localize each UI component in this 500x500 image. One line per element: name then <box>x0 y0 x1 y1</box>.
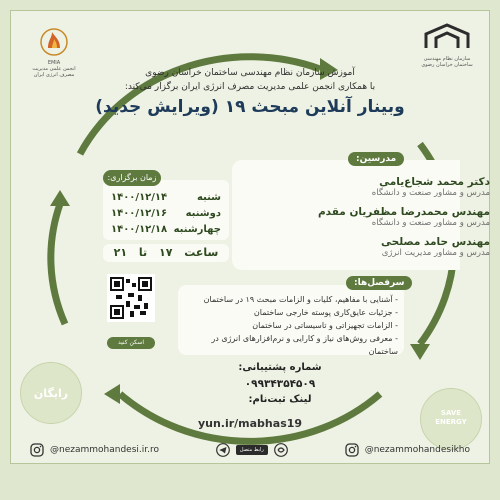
emia-logo <box>26 26 82 78</box>
footer-left-handle: @nezammohandesi.ir.ro <box>50 445 159 455</box>
registration-label: لینک ثبت‌نام: <box>248 394 312 405</box>
save-text: SAVE <box>440 409 462 417</box>
instructor-desc: مدرس و مشاور صنعت و دانشگاه <box>371 218 490 228</box>
schedule-hours: ساعت ۱۷ تا ۲۱ <box>103 244 229 262</box>
instructors-label: مدرسین: <box>348 152 404 166</box>
schedule-day: دوشنبه <box>185 208 221 219</box>
instructor-1 <box>280 176 490 198</box>
intro-text <box>100 66 400 94</box>
energy-text: ENERGY <box>435 418 467 426</box>
footer <box>10 436 490 464</box>
eitaa-icon[interactable] <box>274 443 288 457</box>
support-label: شماره پشتیبانی: <box>238 362 322 373</box>
instructor-desc: مدرس و مشاور صنعت و دانشگاه <box>371 188 490 198</box>
emia-caption: انجمن علمی مدیریت مصرف انرژی ایران <box>32 66 76 78</box>
footer-right-handle: @nezammohandesikho <box>364 445 470 455</box>
schedule-row-1 <box>111 192 221 203</box>
free-badge: رایگان <box>20 362 82 424</box>
instructor-name: مهندس حامد مصلحی <box>381 236 490 248</box>
schedule-day: شنبه <box>196 192 221 203</box>
flame-logo-icon <box>26 26 82 56</box>
instructor-name: مهندس محمدرضا مظفریان مقدم <box>317 206 490 218</box>
instagram-icon <box>345 443 359 457</box>
support-phone[interactable]: ۰۹۹۳۴۳۵۴۵۰۹ <box>244 378 316 390</box>
telegram-icon[interactable] <box>216 443 230 457</box>
schedule-day: چهارشنبه <box>173 224 221 235</box>
page-title: وبینار آنلاین مبحث ۱۹ (ویرایش جدید) <box>95 97 405 117</box>
instructor-3 <box>280 236 490 258</box>
instructor-2 <box>280 206 490 228</box>
schedule-date: ۱۴۰۰/۱۲/۱۴ <box>111 192 168 203</box>
messenger-tag[interactable]: رابط متصل <box>236 445 268 455</box>
outline-item: - جزئیات عایق‌کاری پوسته خارجی ساختمان <box>253 308 398 317</box>
registration-link[interactable]: yun.ir/mabhas19 <box>197 417 303 430</box>
emia-acronym: EMIA <box>47 60 61 66</box>
schedule-label: زمان برگزاری: <box>103 170 161 186</box>
instructor-desc: مدرس و مشاور مدیریت انرژی <box>381 248 490 258</box>
outline-label: سرفصل‌ها: <box>346 276 412 290</box>
outline-list <box>184 293 398 358</box>
nezam-logo <box>418 22 476 74</box>
outline-item: - معرفی روش‌های نیاز و کارایی و نرم‌افزارهای انرژی در ساختمان <box>211 334 398 356</box>
schedule-row-3 <box>111 224 221 235</box>
footer-center-icons <box>216 443 288 457</box>
qr-code-icon <box>110 277 152 319</box>
footer-left-social[interactable] <box>30 443 159 457</box>
qr-code[interactable] <box>107 274 155 322</box>
schedule-row-2 <box>111 208 221 219</box>
schedule-date: ۱۴۰۰/۱۲/۱۶ <box>111 208 168 219</box>
instagram-icon <box>30 443 44 457</box>
qr-caption: اسکن کنید <box>107 337 155 349</box>
intro-line-2: با همکاری انجمن علمی مدیریت مصرف انرژی ایران برگزار می‌کند: <box>124 82 376 92</box>
building-logo-icon <box>418 22 476 52</box>
outline-item: - الزامات تجهیزاتی و تاسیساتی در ساختمان <box>252 321 398 330</box>
schedule-date: ۱۴۰۰/۱۲/۱۸ <box>111 224 168 235</box>
instructor-name: دکتر محمد شجاع‌یامی <box>379 176 490 188</box>
outline-item: - آشنایی با مفاهیم، کلیات و الزامات مبحث ۱۹ در ساختمان <box>203 295 398 304</box>
nezam-caption: سازمان نظام مهندسی ساختمان خراسان رضوی <box>421 56 473 68</box>
footer-right-social[interactable] <box>345 443 470 457</box>
intro-line-1: آموزش سازمان نظام مهندسی ساختمان خراسان رضوی <box>145 68 355 78</box>
